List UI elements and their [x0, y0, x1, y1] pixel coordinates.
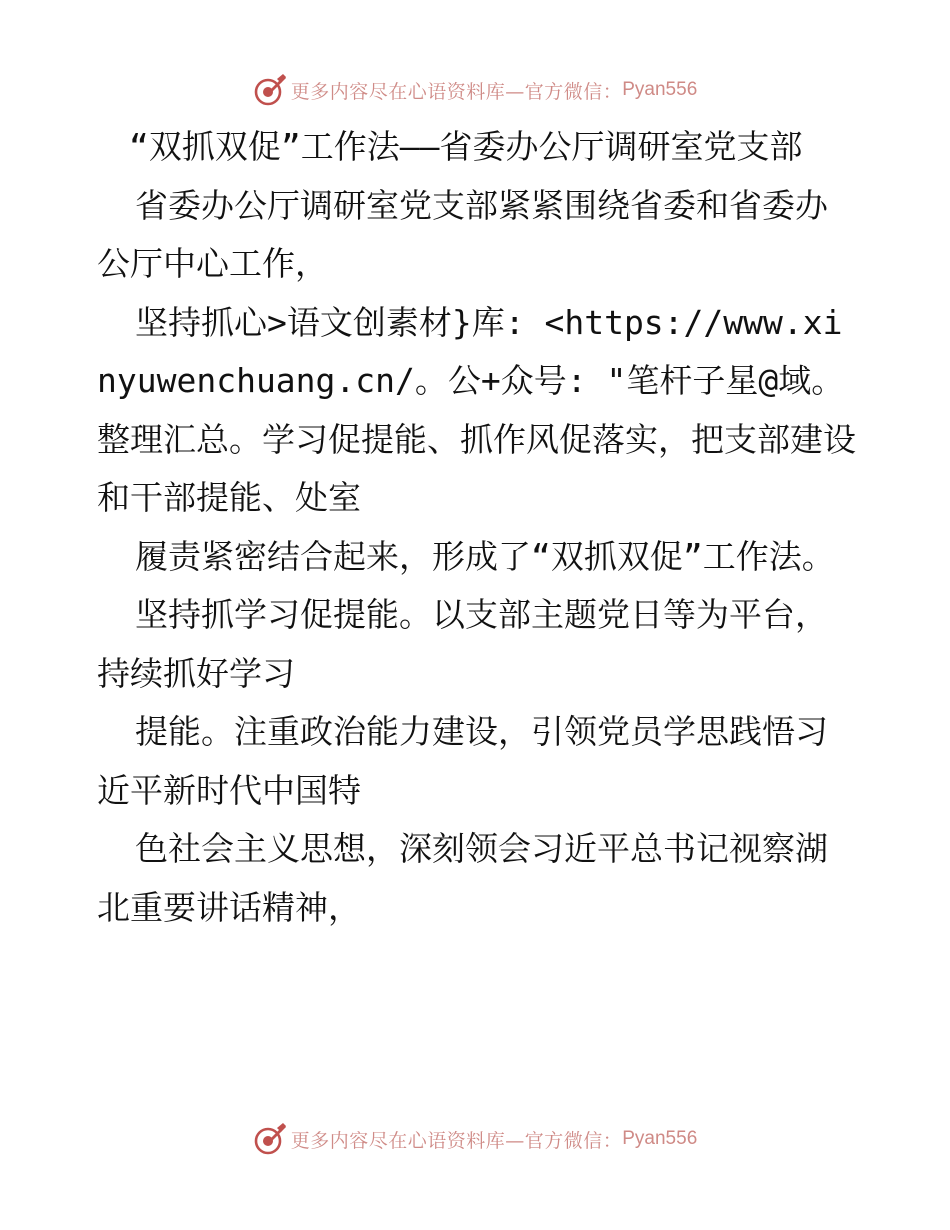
quill-logo-icon	[253, 73, 287, 107]
paragraph: 提能。注重政治能力建设，引领党员学思践悟习近平新时代中国特	[97, 712, 828, 810]
banner-text: 更多内容尽在心语资料库—官方微信：	[290, 80, 623, 103]
banner-text: 更多内容尽在心语资料库—官方微信：	[290, 1129, 623, 1152]
paragraph: 色社会主义思想，深刻领会习近平总书记视察湖北重要讲话精神，	[97, 829, 828, 927]
header-banner	[0, 70, 950, 110]
paragraph: 省委办公厅调研室党支部紧紧围绕省委和省委办公厅中心工作，	[97, 185, 828, 283]
paragraph: 坚持抓学习促提能。以支部主题党日等为平台，持续抓好学习	[97, 595, 828, 693]
footer-banner	[0, 1119, 950, 1159]
document-title: “双抓双促”工作法——省委办公厅调研室党支部	[129, 127, 803, 166]
document-body	[97, 118, 857, 937]
paragraph: 坚持抓心>语文创素材}库: <https://www.xinyuwenchuang.cn/。公+众号: "笔杆子星@域。整理汇总。学习促提能、抓作风促落实，把支部建设和干部提能、处室	[97, 302, 856, 517]
banner-wechat-id: Pyan556	[622, 79, 698, 100]
banner-wechat-id: Pyan556	[622, 1128, 698, 1149]
quill-logo-icon	[253, 1122, 287, 1156]
paragraph: 履责紧密结合起来，形成了“双抓双促”工作法。	[135, 536, 835, 576]
